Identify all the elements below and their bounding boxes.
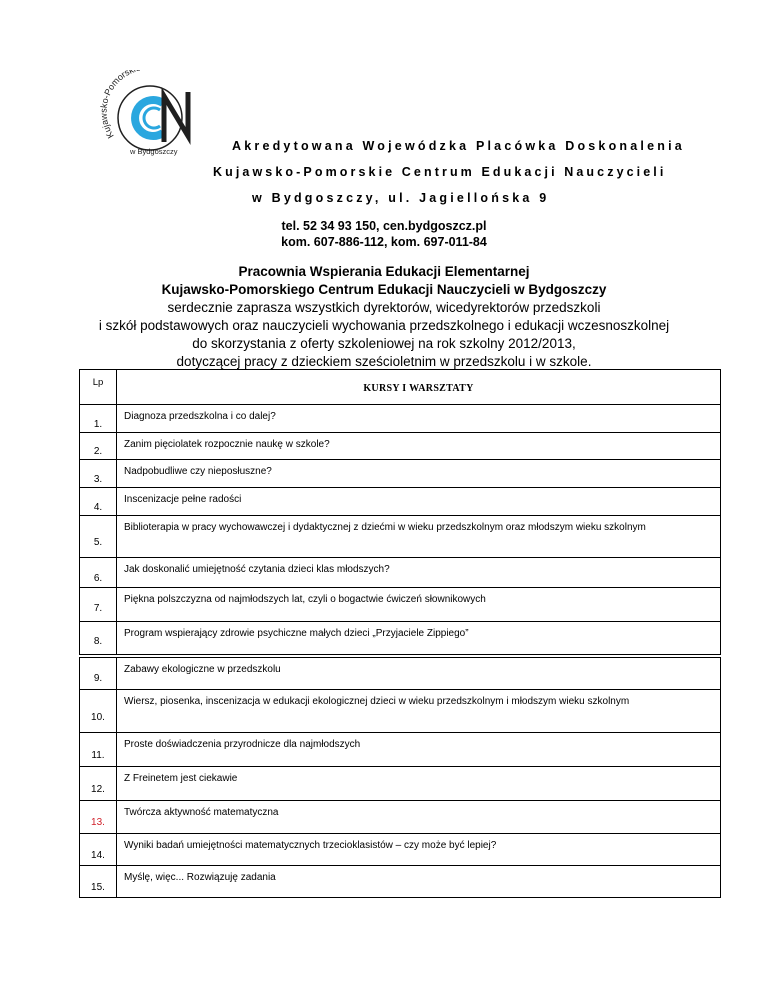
table-row <box>80 405 721 433</box>
row-number: 9. <box>80 658 117 690</box>
row-number: 14. <box>80 834 117 866</box>
table-row <box>80 516 721 558</box>
row-course: Z Freinetem jest ciekawie <box>117 767 721 801</box>
row-number: 6. <box>80 558 117 588</box>
logo-arc-text: Kuja o-Pomorsk <box>100 70 136 141</box>
row-course: Nadpobudliwe czy nieposłuszne? <box>117 460 721 488</box>
cen-logo-graphic <box>100 70 210 160</box>
col-title-header: KURSY I WARSZTATY <box>117 370 721 405</box>
header-line-3: w Bydgoszczy, ul. Jagiellońska 9 <box>252 191 550 205</box>
table-row <box>80 733 721 767</box>
table-row <box>80 658 721 690</box>
header-line-2: Kujawsko-Pomorskie Centrum Edukacji Nauczycieli <box>213 165 667 179</box>
logo-sub-text: w Bydgoszczy <box>130 147 178 156</box>
contact-mobile: kom. 607-886-112, kom. 697-011-84 <box>281 235 487 249</box>
row-course: Piękna polszczyzna od najmłodszych lat, czyli o bogactwie ćwiczeń słownikowych <box>117 588 721 622</box>
row-course: Zanim pięciolatek rozpocznie naukę w szkole? <box>117 433 721 460</box>
table-row <box>80 588 721 622</box>
row-course: Program wspierający zdrowie psychiczne małych dzieci „Przyjaciele Zippiego” <box>117 622 721 655</box>
row-course: Twórcza aktywność matematyczna <box>117 801 721 834</box>
row-number: 2. <box>80 433 117 460</box>
contact-phone: tel. 52 34 93 150, cen.bydgoszcz.pl <box>281 219 487 233</box>
table-row <box>80 622 721 655</box>
row-number: 8. <box>80 622 117 655</box>
table-row <box>80 834 721 866</box>
row-course: Jak doskonalić umiejętność czytania dzieci klas młodszych? <box>117 558 721 588</box>
row-course: Inscenizacje pełne radości <box>117 488 721 516</box>
table-row <box>80 690 721 733</box>
cen-logo <box>100 70 210 160</box>
row-number: 3. <box>80 460 117 488</box>
table-header-row <box>80 370 721 405</box>
row-number: 1. <box>80 405 117 433</box>
row-course: Wyniki badań umiejętności matematycznych trzecioklasistów – czy może być lepiej? <box>117 834 721 866</box>
row-course: Wiersz, piosenka, inscenizacja w edukacji ekologicznej dzieci w wieku przedszkolnym i młodszym wieku szkolnym <box>117 690 721 733</box>
table-row <box>80 488 721 516</box>
col-lp-header: Lp <box>80 370 117 405</box>
table-row <box>80 558 721 588</box>
table-row <box>80 433 721 460</box>
row-course: Myślę, więc... Rozwiązuję zadania <box>117 866 721 898</box>
table-row <box>80 767 721 801</box>
row-course: Diagnoza przedszkolna i co dalej? <box>117 405 721 433</box>
table-row <box>80 460 721 488</box>
row-number: 7. <box>80 588 117 622</box>
row-number: 11. <box>80 733 117 767</box>
table-row <box>80 801 721 834</box>
intro-line-4: i szkół podstawowych oraz nauczycieli wychowania przedszkolnego i edukacji wczesnoszkolnej <box>98 318 670 333</box>
intro-line-2: Kujawsko-Pomorskiego Centrum Edukacji Nauczycieli w Bydgoszczy <box>161 282 607 297</box>
row-number: 12. <box>80 767 117 801</box>
row-number-highlighted: 13. <box>80 801 117 834</box>
row-number: 5. <box>80 516 117 558</box>
row-course: Zabawy ekologiczne w przedszkolu <box>117 658 721 690</box>
intro-line-5: do skorzystania z oferty szkoleniowej na rok szkolny 2012/2013, <box>192 336 576 351</box>
row-number: 4. <box>80 488 117 516</box>
courses-table-1 <box>79 369 721 655</box>
intro-line-6: dotyczącej pracy z dzieckiem sześcioletnim w przedszkolu i w szkole. <box>176 354 592 369</box>
intro-line-3: serdecznie zaprasza wszystkich dyrektorów, wicedyrektorów przedszkoli <box>167 300 601 315</box>
row-number: 15. <box>80 866 117 898</box>
row-course: Proste doświadczenia przyrodnicze dla najmłodszych <box>117 733 721 767</box>
courses-table-2 <box>79 657 721 898</box>
header-line-1: Akredytowana Wojewódzka Placówka Doskonalenia <box>232 139 685 153</box>
intro-line-1: Pracownia Wspierania Edukacji Elementarnej <box>238 264 530 279</box>
table-row <box>80 866 721 898</box>
row-number: 10. <box>80 690 117 733</box>
row-course: Biblioterapia w pracy wychowawczej i dydaktycznej z dziećmi w wieku przedszkolnym oraz młodszym wieku szkolnym <box>117 516 721 558</box>
